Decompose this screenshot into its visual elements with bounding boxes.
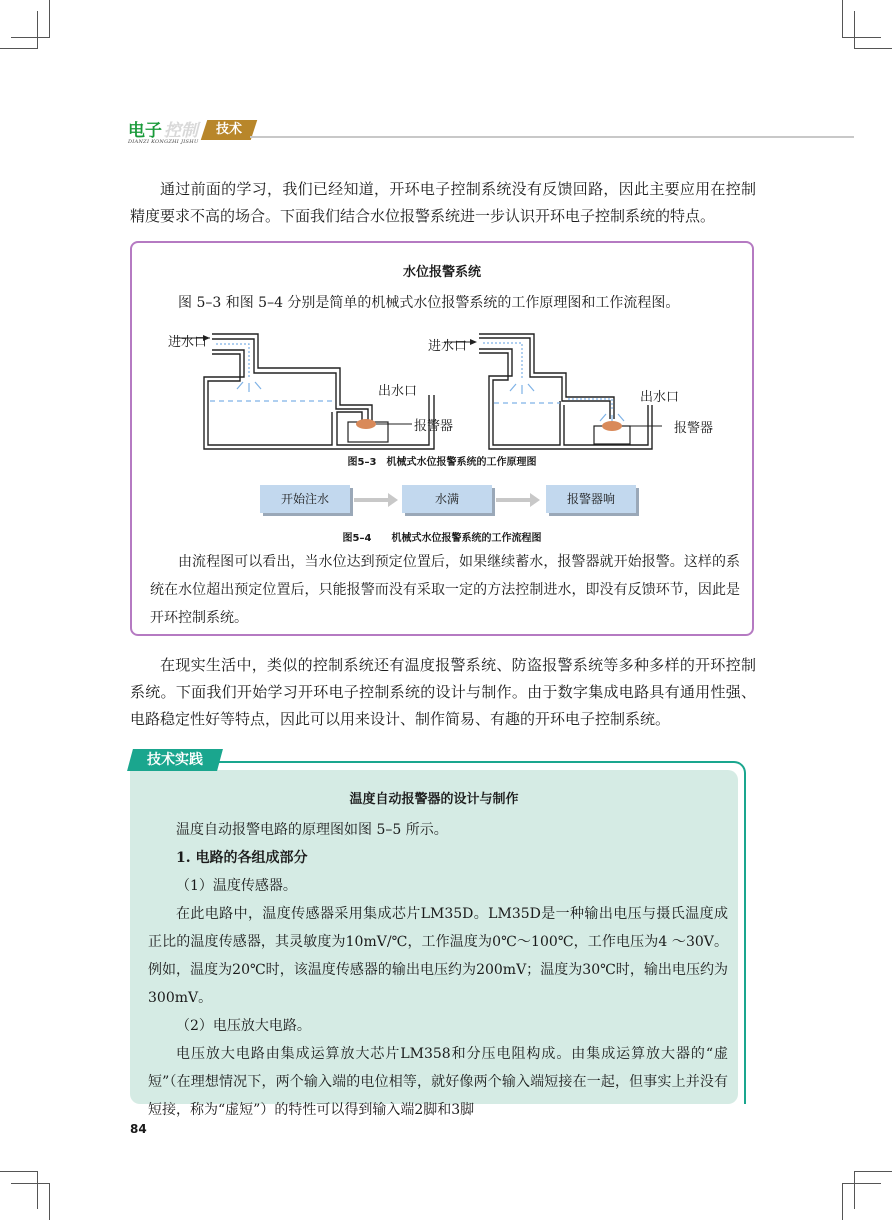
crop-mark <box>855 1171 892 1172</box>
book-logo <box>128 116 268 152</box>
outlet-label-left: 出水口 <box>378 384 418 399</box>
crop-mark <box>854 11 855 49</box>
logo-kongzhi: 控制 <box>164 121 198 141</box>
practice-corner <box>716 761 746 791</box>
intro-paragraph: 通过前面的学习，我们已经知道，开环电子控制系统没有反馈回路，因此主要应用在控制精度要求不高的场合。下面我们结合水位报警系统进一步认识开环电子控制系统的特点。 <box>130 180 756 225</box>
box-title: 水位报警系统 <box>402 265 481 280</box>
crop-mark <box>0 1171 37 1172</box>
flow-arrow <box>496 491 542 509</box>
flow-step-alarm: 报警器响 <box>546 485 636 513</box>
crop-mark <box>49 1183 50 1220</box>
logo-pinyin: DIANZI KONGZHI JISHU <box>128 139 199 145</box>
inlet-label-left: 进水口 <box>168 335 208 350</box>
crop-mark <box>11 1183 49 1184</box>
page-number: 84 <box>130 1122 147 1136</box>
practice-title: 温度自动报警器的设计与制作 <box>349 792 519 807</box>
practice-top-rule <box>215 761 731 763</box>
crop-mark <box>842 0 843 38</box>
practice-heading-1a: （1）温度传感器。 <box>176 878 297 894</box>
alarm-label-right: 报警器 <box>674 421 714 436</box>
crop-mark <box>11 37 49 38</box>
tank-right <box>479 334 652 449</box>
crop-mark <box>855 48 892 49</box>
water-level-alarm-box <box>130 241 754 636</box>
box-lead: 图 5–3 和图 5–4 分别是简单的机械式水位报警系统的工作原理图和工作流程图。 <box>178 295 680 311</box>
crop-mark <box>843 37 881 38</box>
flow-step-start: 开始注水 <box>260 485 350 513</box>
practice-p2: 在此电路中，温度传感器采用集成芯片LM35D。LM35D是一种输出电压与摄氏温度成正比的温度传感器，其灵敏度为10mV/℃，工作温度为0℃～100℃，工作电压为4 ～30V。例如，温度为20℃时，该温度传感器的输出电压约为200mV；温度为30℃时，输出电压约为300mV。 <box>148 906 728 1006</box>
figure-5-3-caption: 图5–3 机械式水位报警系统的工作原理图 <box>347 457 537 468</box>
practice-p3: 电压放大电路由集成运算放大芯片LM358和分压电阻构成。由集成运算放大器的“虚短”（在理想情况下，两个输入端的电位相等，就好像两个输入端短接在一起，但事实上并没有短接，称为“虚短”）的特性可以得到输入端2脚和3脚 <box>148 1046 728 1118</box>
water-spray-left <box>237 382 261 392</box>
alarm-label-left: 报警器 <box>414 419 454 434</box>
inlet-arrow-right <box>470 339 477 345</box>
practice-tab: 技术实践 <box>127 749 223 771</box>
practice-p1: 温度自动报警电路的原理图如图 5–5 所示。 <box>176 822 448 838</box>
logo-jishu-badge: 技术 <box>201 120 257 140</box>
practice-right-rule <box>744 790 746 1104</box>
crop-mark <box>854 1171 855 1209</box>
box-conclusion: 由流程图可以看出，当水位达到预定位置后，如果继续蓄水，报警器就开始报警。这样的系统在水位超出预定位置后，只能报警而没有采取一定的方法控制进水，即没有反馈环节，因此是开环控制系统。 <box>150 554 740 626</box>
water-spray-right <box>510 384 624 423</box>
crop-mark <box>37 1171 38 1209</box>
crop-mark <box>37 11 38 49</box>
inlet-label-right: 进水口 <box>428 339 468 354</box>
crop-mark <box>843 1183 881 1184</box>
alarm-right <box>602 421 622 431</box>
practice-body <box>148 816 728 1124</box>
crop-mark <box>0 48 37 49</box>
crop-mark <box>842 1183 843 1220</box>
logo-dianzi: 电子 <box>128 121 162 141</box>
figure-5-4-caption: 图5–4 机械式水位报警系统的工作流程图 <box>342 533 542 544</box>
flow-arrow <box>354 491 400 509</box>
outlet-label-right: 出水口 <box>640 390 680 405</box>
practice-heading-1: 1. 电路的各组成部分 <box>176 850 308 866</box>
practice-heading-1b: （2）电压放大电路。 <box>176 1018 311 1034</box>
middle-paragraph: 在现实生活中，类似的控制系统还有温度报警系统、防盗报警系统等多种多样的开环控制系统。下面我们开始学习开环电子控制系统的设计与制作。由于数字集成电路具有通用性强、电路稳定性好等特点，因此可以用来设计、制作简易、有趣的开环电子控制系统。 <box>130 656 756 728</box>
flow-step-full: 水满 <box>402 485 492 513</box>
alarm-left <box>356 419 376 429</box>
header-rule <box>250 136 854 138</box>
crop-mark <box>49 0 50 38</box>
